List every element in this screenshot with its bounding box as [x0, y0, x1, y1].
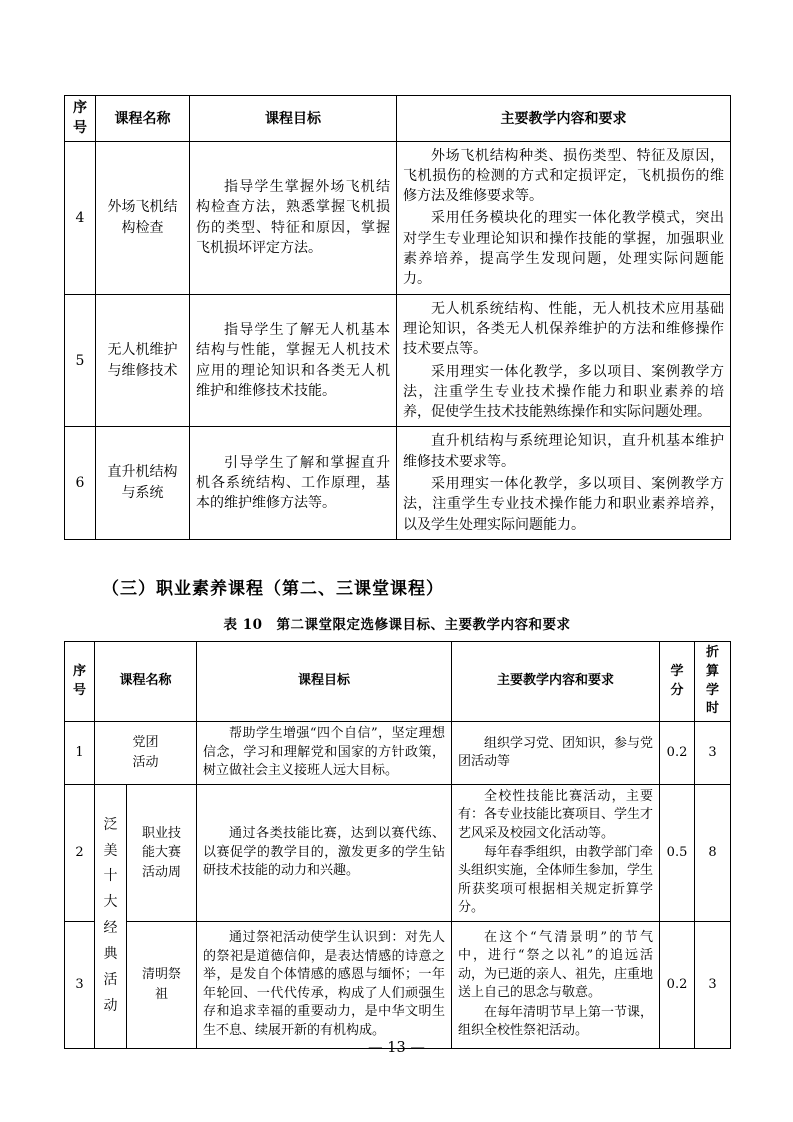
col-header-course-goal: 课程目标 [190, 96, 397, 142]
table-caption: 表 10 第二课堂限定选修课目标、主要教学内容和要求 [223, 616, 571, 633]
table-row [65, 784, 731, 921]
table-row [65, 427, 731, 539]
course-name-cell: 职业技 能大赛 活动周 [127, 784, 197, 921]
course-goal-cell: 指导学生了解无人机基本结构与性能，掌握无人机技术应用的理论知识和各类无人机维护和维修技术技能。 [190, 294, 397, 427]
course-no-cell: 2 [65, 784, 95, 921]
course-name-cell: 党团 活动 [95, 722, 197, 784]
course-content-cell: 直升机结构与系统理论知识，直升机基本维护维修技术要求等。 采用理实一体化教学，多以项目、案例教学方法，注重学生专业技术操作能力和职业素养培养，以及学生处理实际问题能力。 [397, 427, 731, 539]
col-header-converted-hours: 折算学时 [695, 641, 731, 721]
table-row [65, 722, 731, 784]
col-header-course-name: 课程名称 [95, 641, 197, 721]
course-content-cell: 外场飞机结构种类、损伤类型、特征及原因，飞机损伤的检测的方式和定损评定，飞机损伤的维修方法及维修要求等。 采用任务模块化的理实一体化教学模式，突出对学生专业理论知识和操作技能的掌握，加强职业素养培养，提高学生发现问题，处理实际问题能力。 [397, 141, 731, 294]
col-header-course-goal: 课程目标 [197, 641, 452, 721]
course-name-cell: 直升机结构 与系统 [96, 427, 190, 539]
course-no-cell: 4 [65, 141, 96, 294]
col-header-course-name: 课程名称 [96, 96, 190, 142]
col-header-teaching-content: 主要教学内容和要求 [452, 641, 660, 721]
table2-header-row [65, 641, 731, 721]
col-header-no: 序号 [65, 96, 96, 142]
col-header-teaching-content: 主要教学内容和要求 [397, 96, 731, 142]
page-content [64, 95, 730, 1049]
course-no-cell: 1 [65, 722, 95, 784]
course-content-cell: 全校性技能比赛活动，主要有：各专业技能比赛项目、学生才艺风采及校园文化活动等。 每年春季组织，由教学部门牵头组织实施，全体师生参加，学生所获奖项可根据相关规定折算学分。 [452, 784, 660, 921]
course-content-cell: 在这个“气清景明”的节气中，进行“祭之以礼”的追远活动，为已逝的亲人、祖先，庄重地送上自己的思念与敬意。 在每年清明节早上第一节课，组织全校性祭祀活动。 [452, 921, 660, 1048]
course-goal-cell: 引导学生了解和掌握直升机各系统结构、工作原理，基本的维护维修方法等。 [190, 427, 397, 539]
credit-cell: 0.2 [660, 921, 695, 1048]
course-no-cell: 6 [65, 427, 96, 539]
hours-cell: 8 [695, 784, 731, 921]
course-no-cell: 3 [65, 921, 95, 1048]
course-name-cell: 无人机维护 与维修技术 [96, 294, 190, 427]
table-row [65, 294, 731, 427]
credit-cell: 0.5 [660, 784, 695, 921]
table1-header-row [65, 96, 731, 142]
credit-cell: 0.2 [660, 722, 695, 784]
course-no-cell: 5 [65, 294, 96, 427]
col-header-credit: 学分 [660, 641, 695, 721]
course-goal-cell: 通过祭祀活动使学生认识到：对先人的祭祀是道德信仰，是表达情感的诗意之举，是发自个体情感的感恩与缅怀；一年年轮回、一代代传承，构成了人们顽强生存和追求幸福的重要动力，是中华文明生生不息、续展开新的有机构成。 [197, 921, 452, 1048]
table-row [65, 141, 731, 294]
courses-table-continued [64, 95, 731, 540]
table-row [65, 921, 731, 1048]
course-group-cell: 泛美十大经典活动 [95, 784, 127, 1048]
course-name-cell: 外场飞机结 构检查 [96, 141, 190, 294]
page-number: — 13 — [368, 1040, 425, 1056]
second-classroom-table [64, 641, 731, 1049]
col-header-no: 序号 [65, 641, 95, 721]
course-content-cell: 组织学习党、团知识，参与党团活动等 [452, 722, 660, 784]
course-name-cell: 清明祭 祖 [127, 921, 197, 1048]
course-goal-cell: 通过各类技能比赛，达到以赛代练、以赛促学的教学目的，激发更多的学生钻研技术技能的动力和兴趣。 [197, 784, 452, 921]
course-goal-cell: 帮助学生增强“四个自信”，坚定理想信念，学习和理解党和国家的方针政策，树立做社会主义接班人远大目标。 [197, 722, 452, 784]
hours-cell: 3 [695, 921, 731, 1048]
course-content-cell: 无人机系统结构、性能，无人机技术应用基础理论知识，各类无人机保养维护的方法和维修操作技术要点等。 采用理实一体化教学，多以项目、案例教学方法，注重学生专业技术操作能力和职业素养的培养，促使学生技术技能熟练操作和实际问题处理。 [397, 294, 731, 427]
section-heading: （三）职业素养课程（第二、三课堂课程） [102, 578, 444, 599]
hours-cell: 3 [695, 722, 731, 784]
course-goal-cell: 指导学生掌握外场飞机结构检查方法，熟悉掌握飞机损伤的类型、特征和原因，掌握飞机损坏评定方法。 [190, 141, 397, 294]
